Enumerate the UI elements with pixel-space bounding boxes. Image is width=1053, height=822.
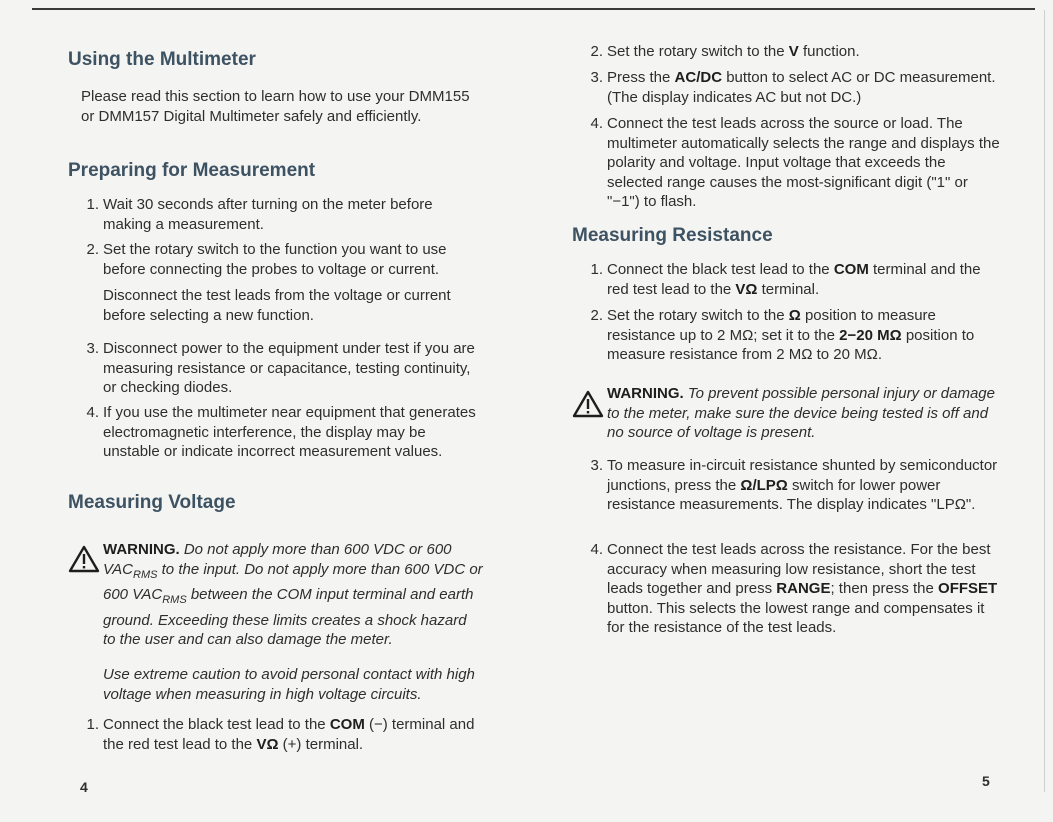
prep-item-2-num: 2. <box>86 241 99 258</box>
resistance-item-1 <box>590 260 1002 299</box>
resistance-item-4-text <box>607 540 1002 638</box>
voltage-item-4-text: Connect the test leads across the source or load. The multimeter automatically selects the range and displays the polarity and voltage. Input voltage that exceeds the selected range causes the most-significant digit ("1" or "−1") to flash. <box>607 115 1000 210</box>
prep-item-1-num: 1. <box>86 196 99 213</box>
heading-measuring-voltage: Measuring Voltage <box>68 492 236 513</box>
voltage-item-3-text <box>607 68 1002 107</box>
prep-item-1 <box>86 195 478 234</box>
heading-using-multimeter: Using the Multimeter <box>68 49 256 70</box>
voltage-item-4 <box>590 114 1002 212</box>
range-button-label: RANGE <box>776 580 831 597</box>
voltage-item-1 <box>86 715 483 754</box>
resistance-item-2-b: position to measure resistance up to 2 MΩ; set it to the <box>607 307 936 344</box>
resistance-warning-text: To prevent possible personal injury or damage to the meter, make sure the device being tested is off and no source of voltage is present. <box>607 385 995 441</box>
intro-paragraph: Please read this section to learn how to use your DMM155 or DMM157 Digital Multimeter safely and efficiently. <box>81 88 470 125</box>
voltage-item-1-num: 1. <box>86 716 99 733</box>
resistance-item-4-a: Connect the test leads across the resistance. For the best accuracy when measuring low resistance, short the test leads together and press <box>607 541 991 597</box>
voltage-warning-text-a: Do not apply more than 600 VDC or 600 VAC <box>103 541 452 578</box>
voltage-item-3-b: button to select AC or DC measurement. (The display indicates AC but not DC.) <box>607 69 996 106</box>
ohm-label: Ω <box>788 307 801 324</box>
resistance-item-2-text <box>607 306 1002 365</box>
voltage-warning-1 <box>103 540 483 650</box>
right-page <box>572 0 1002 822</box>
resistance-item-3-text <box>607 456 1002 515</box>
voltage-warning-text-c: between the COM input terminal and earth ground. Exceeding these limits creates a shock hazard to the user and can also damage the meter. <box>103 586 474 648</box>
warning-triangle-icon <box>572 390 604 418</box>
left-page <box>68 0 483 822</box>
voltage-warning-2: Use extreme caution to avoid personal contact with high voltage when measuring in high voltage circuits. <box>103 666 475 703</box>
prep-item-2 <box>86 240 478 279</box>
voltage-item-1-text <box>103 715 483 754</box>
resistance-item-3-a: To measure in-circuit resistance shunted by semiconductor junctions, press the <box>607 457 998 494</box>
resistance-item-2-c: position to measure resistance from 2 MΩ to 20 MΩ. <box>607 326 975 363</box>
ohm-lpo-label: Ω/LPΩ <box>740 476 788 494</box>
prep-item-2-note <box>103 286 488 325</box>
prep-item-3-text: Disconnect power to the equipment under test if you are measuring resistance or capacitance, testing continuity, or checking diodes. <box>103 340 475 396</box>
voltage-warning-label: WARNING. <box>103 541 180 558</box>
voltage-item-4-num: 4. <box>590 115 603 132</box>
resistance-item-1-c: terminal. <box>761 280 820 298</box>
resistance-item-4-c: button. This selects the lowest range and compensates it for the resistance of the test leads. <box>607 599 985 636</box>
prep-item-2-note-text: Disconnect the test leads from the voltage or current before selecting a new function. <box>103 287 451 324</box>
rms-subscript-2: RMS <box>162 594 187 606</box>
voltage-item-1-c: (+) terminal. <box>282 735 364 753</box>
range-2-20-label: 2−20 MΩ <box>839 326 902 344</box>
resistance-warning <box>607 384 997 443</box>
page-number-right: 5 <box>982 773 990 789</box>
voltage-item-1-b: (−) terminal and the red test lead to the <box>103 716 475 753</box>
voltage-item-2-num: 2. <box>590 43 603 60</box>
resistance-item-3-num: 3. <box>590 457 603 474</box>
prep-item-1-text: Wait 30 seconds after turning on the meter before making a measurement. <box>103 196 433 233</box>
com-label: COM <box>329 716 365 733</box>
resistance-warning-label: WARNING. <box>607 385 684 402</box>
heading-preparing: Preparing for Measurement <box>68 160 316 181</box>
voltage-item-2-text <box>607 42 1002 62</box>
resistance-item-2-num: 2. <box>590 307 603 324</box>
voltage-item-2-a: Set the rotary switch to the <box>607 43 785 60</box>
resistance-item-2 <box>590 306 1002 365</box>
page-edge <box>1044 10 1045 792</box>
com-label-2: COM <box>833 261 869 278</box>
v-function-label: V <box>788 43 799 60</box>
voltage-item-1-a: Connect the black test lead to the <box>103 716 326 733</box>
resistance-item-3-b: switch for lower power resistance measurements. The display indicates "LPΩ". <box>607 476 976 513</box>
prep-item-4 <box>86 403 478 462</box>
resistance-item-3 <box>590 456 1002 515</box>
resistance-item-4 <box>590 540 1002 638</box>
prep-item-4-num: 4. <box>86 404 99 421</box>
v-ohm-label: VΩ <box>256 735 279 753</box>
resistance-item-4-num: 4. <box>590 541 603 558</box>
voltage-item-2 <box>590 42 1002 62</box>
heading-measuring-resistance: Measuring Resistance <box>572 225 773 246</box>
resistance-item-1-num: 1. <box>590 261 603 278</box>
v-ohm-label-2: VΩ <box>735 280 758 298</box>
warning-triangle-icon <box>68 545 100 573</box>
prep-item-2-text: Set the rotary switch to the function you want to use before connecting the probes to voltage or current. <box>103 241 447 278</box>
offset-button-label: OFFSET <box>938 580 998 597</box>
prep-item-3-num: 3. <box>86 340 99 357</box>
resistance-item-2-a: Set the rotary switch to the <box>607 307 785 324</box>
resistance-item-1-text <box>607 260 1002 299</box>
ac-dc-label: AC/DC <box>674 69 723 86</box>
voltage-item-3-a: Press the <box>607 69 671 86</box>
voltage-item-3 <box>590 68 1002 107</box>
voltage-item-3-num: 3. <box>590 69 603 86</box>
voltage-item-2-b: function. <box>802 43 860 60</box>
rms-subscript-1: RMS <box>133 568 158 581</box>
resistance-item-1-a: Connect the black test lead to the <box>607 261 830 278</box>
page-number-left: 4 <box>80 779 88 795</box>
prep-item-4-text: If you use the multimeter near equipment that generates electromagnetic interference, the display may be unstable or indicate incorrect measurement values. <box>103 404 476 460</box>
resistance-item-1-b: terminal and the red test lead to the <box>607 261 981 298</box>
prep-item-3 <box>86 339 483 398</box>
resistance-item-4-b: ; then press the <box>830 580 934 597</box>
voltage-warning-text-b: to the input. Do not apply more than 600 VDC or 600 VAC <box>103 560 483 603</box>
